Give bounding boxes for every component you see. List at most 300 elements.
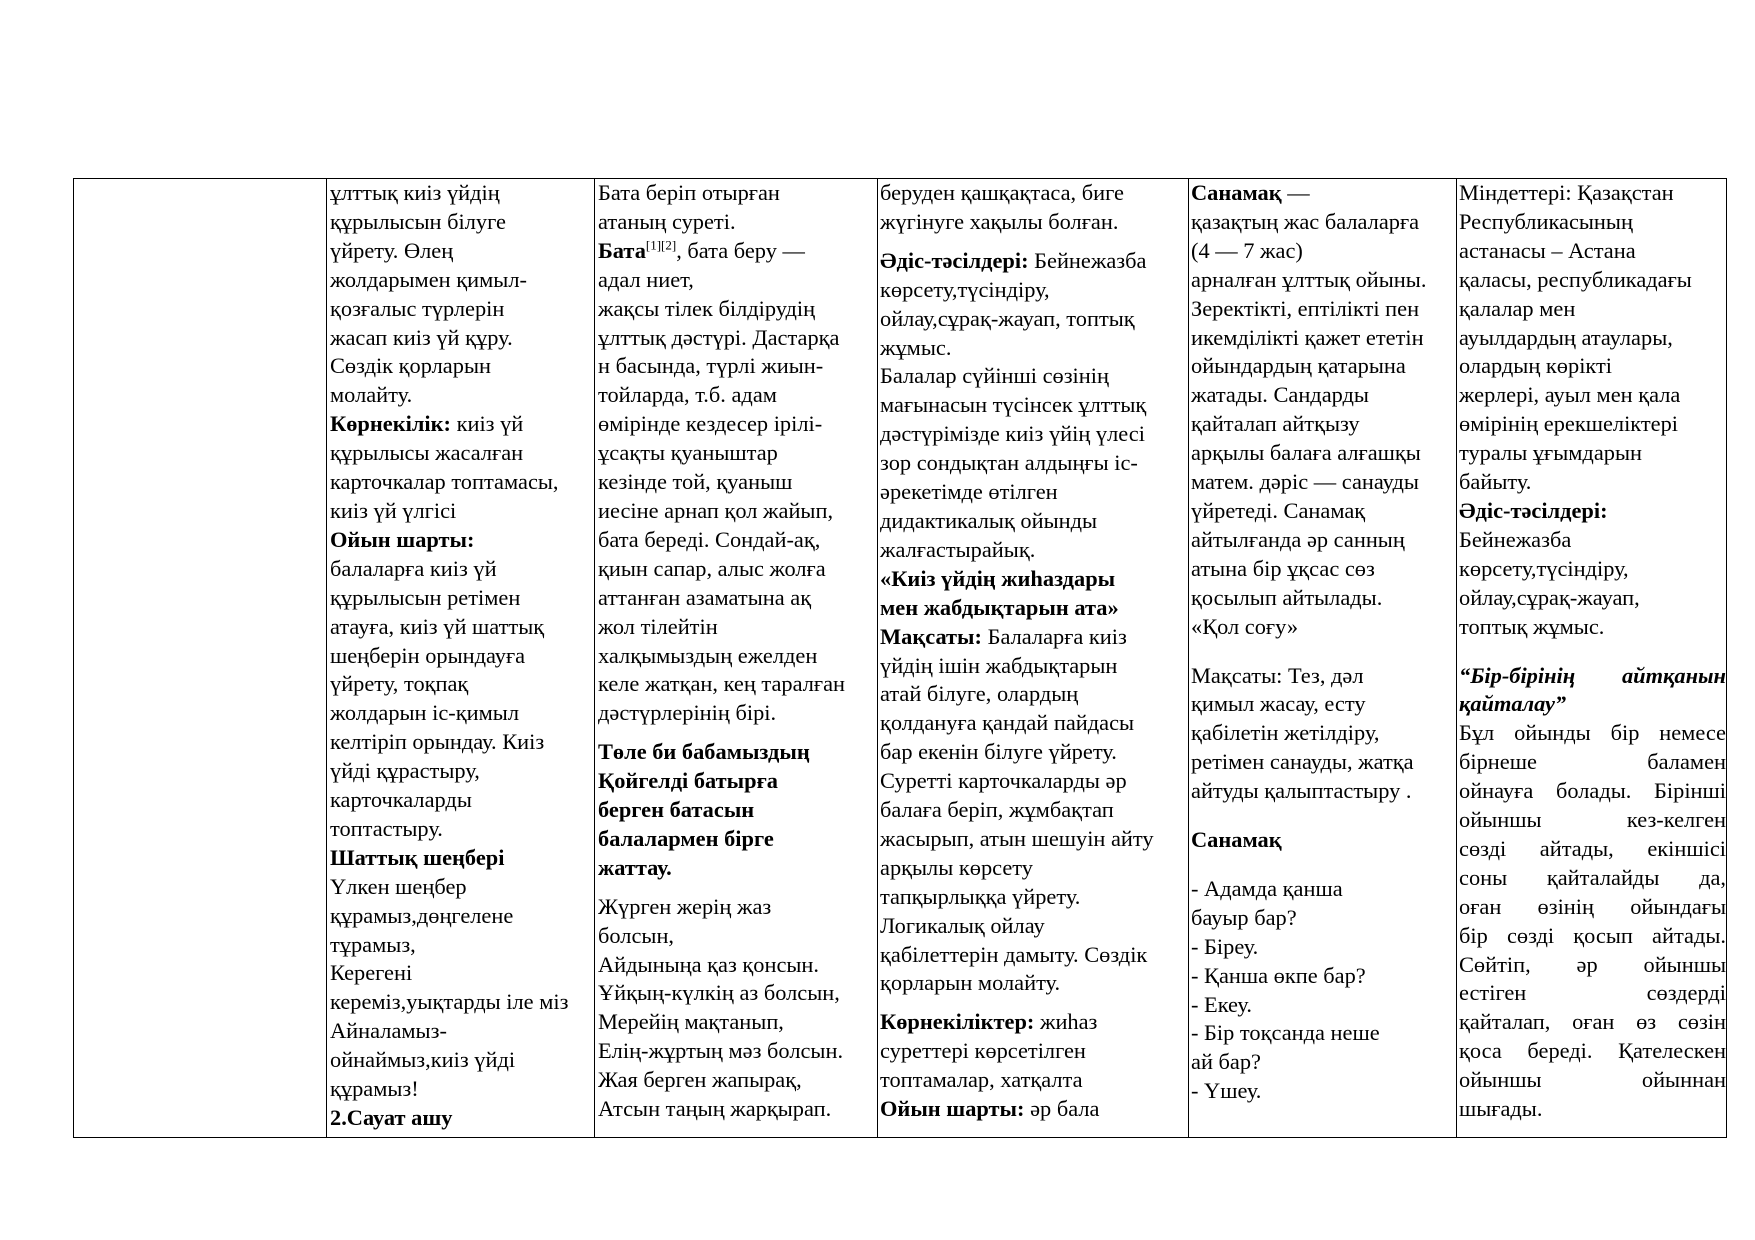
text-line [330, 931, 591, 960]
text-line [1459, 266, 1726, 295]
text-line [598, 1095, 874, 1124]
plain-text: Елің-жұртың мәз болсын. [598, 1038, 844, 1064]
plain-text: шеңберін орындауға [330, 642, 526, 668]
column-bata [594, 179, 877, 1137]
plain-text: , бата беру — [676, 237, 805, 263]
line-gap [598, 728, 874, 738]
text-line [598, 468, 874, 497]
text-line [598, 555, 874, 584]
plain-text: киіз үй үлгісі [330, 497, 457, 523]
text-line [330, 266, 591, 295]
text-line [330, 439, 591, 468]
text-line [880, 449, 1186, 478]
text-line [330, 410, 591, 439]
bold-text: жаттау. [598, 854, 672, 880]
line-gap [598, 883, 874, 893]
plain-text: ай бар? [1191, 1049, 1261, 1075]
plain-text: - Қанша өкпе бар? [1191, 962, 1366, 988]
plain-text: жұмыс. [880, 334, 952, 360]
plain-text: икемділікті қажет ететін [1191, 324, 1424, 350]
text-line [1459, 179, 1726, 208]
plain-text: ойлау,сұрақ-жауап, топтық [880, 305, 1135, 331]
plain-text: құрылысын білуге [330, 208, 506, 234]
plain-text: киіз үй [450, 411, 524, 437]
text-line [598, 584, 874, 613]
text-line [1191, 381, 1454, 410]
text-line [330, 468, 591, 497]
plain-text: - Біреу. [1191, 933, 1259, 959]
text-line [330, 988, 591, 1017]
plain-text: қолдануға қандай пайдасы [880, 710, 1135, 736]
text-line [598, 796, 874, 825]
bold-text: Әдіс-тәсілдері: [1459, 497, 1608, 523]
plain-text: иесіне арнап қол жайып, [598, 497, 834, 523]
plain-text: бар екенін білуге үйрету. [880, 739, 1117, 765]
text-line [330, 959, 591, 988]
text-line [330, 902, 591, 931]
bold-text: Қойгелді батырға [598, 768, 778, 794]
text-line [1191, 468, 1454, 497]
text-line [1191, 933, 1454, 962]
plain-text: Ұйқың-күлкің аз болсын, [598, 980, 840, 1006]
plain-text: ұлттық дәстүрі. Дастарқа [598, 324, 840, 350]
plain-text: құрылысы жасалған [330, 440, 524, 466]
plain-text: оған өзінің ойындағы [1459, 893, 1726, 919]
plain-text: жол тілейтін [598, 613, 718, 639]
text-line [598, 266, 874, 295]
plain-text: жолдарын іс-қимыл [330, 700, 519, 726]
bold-text: Шаттық шеңбері [330, 844, 505, 870]
plain-text: үйрету, тоқпақ [330, 671, 469, 697]
plain-text: жерлері, ауыл мен қала [1459, 382, 1681, 408]
plain-text: қозғалыс түрлерін [330, 295, 505, 321]
plain-text: өмірінің ерекшеліктері [1459, 411, 1679, 437]
bold-text: Көрнекілік: [330, 411, 451, 437]
plain-text: Бейнежазба [1459, 526, 1572, 552]
text-line [1191, 410, 1454, 439]
text-line [880, 565, 1186, 594]
plain-text: Логикалық ойлау [880, 912, 1045, 938]
text-line [1459, 719, 1726, 748]
line-gap [1191, 806, 1454, 826]
text-line [1191, 208, 1454, 237]
text-line [1459, 526, 1726, 555]
plain-text: қаласы, республикадағы [1459, 266, 1692, 292]
text-line [330, 815, 591, 844]
text-line [1191, 1019, 1454, 1048]
text-line [880, 536, 1186, 565]
bold-text: берген батасын [598, 797, 755, 823]
plain-text: — [1281, 180, 1310, 205]
text-line [330, 670, 591, 699]
plain-text: айтылғанда әр санның [1191, 526, 1405, 552]
plain-text: молайту. [330, 382, 413, 408]
line-gap [880, 237, 1186, 247]
plain-text: Мақсаты: Тез, дәл [1191, 662, 1364, 688]
text-line [1459, 979, 1726, 1008]
plain-text: тұрамыз, [330, 931, 416, 957]
plain-text: үйретеді. Санамақ [1191, 497, 1366, 523]
text-line [1191, 439, 1454, 468]
plain-text: халқымыздың ежелден [598, 642, 818, 668]
plain-text: Суретті карточкаларды әр [880, 768, 1127, 794]
text-line [330, 584, 591, 613]
text-line [598, 642, 874, 671]
text-line [1191, 962, 1454, 991]
text-line [330, 179, 591, 208]
plain-text: Балалар сүйінші сөзінің [880, 363, 1109, 389]
plain-text: соны қайталайды да, [1459, 864, 1726, 890]
text-line [880, 208, 1186, 237]
text-line [880, 652, 1186, 681]
text-line [1191, 295, 1454, 324]
plain-text: аттанған азаматына ақ [598, 584, 812, 610]
plain-text: бір сөзді қосып айтады. [1459, 922, 1726, 948]
text-line [1191, 826, 1454, 855]
plain-text: ауылдардың атаулары, [1459, 324, 1673, 350]
text-line [1459, 1066, 1726, 1095]
plain-text: ойлау,сұрақ-жауап, [1459, 584, 1640, 610]
plain-text: Зеректікті, ептілікті пен [1191, 295, 1420, 321]
column-adis-tasilderi [877, 179, 1188, 1137]
text-line [598, 854, 874, 883]
text-line [598, 295, 874, 324]
text-line [1459, 324, 1726, 353]
text-line [598, 526, 874, 555]
text-line [598, 670, 874, 699]
plain-text: бірнеше баламен [1459, 749, 1726, 775]
plain-text: өмірінде кездесер ірілі- [598, 411, 823, 437]
plain-text: зор сондықтан алдыңғы іс- [880, 450, 1138, 476]
plain-text: топтастыру. [330, 815, 443, 841]
plain-text: Бұл ойынды бір немесе [1459, 720, 1726, 746]
plain-text: туралы ұғымдарын [1459, 440, 1642, 466]
text-line [1191, 266, 1454, 295]
plain-text: - Адамда қанша [1191, 875, 1343, 901]
plain-text: - Екеу. [1191, 991, 1252, 1017]
bold-text: 2.Сауат ашу [330, 1105, 453, 1130]
plain-text: арқылы көрсету [880, 854, 1033, 880]
plain-text: Міндеттері: Қазақстан [1459, 180, 1674, 205]
plain-text: үйрету. Өлең [330, 237, 454, 263]
text-line [880, 1066, 1186, 1095]
plain-text: Балаларға киіз [982, 623, 1127, 649]
text-line [1459, 864, 1726, 893]
text-line [1459, 1095, 1726, 1124]
plain-text: атына бір ұқсас сөз [1191, 555, 1375, 581]
text-line [330, 381, 591, 410]
text-line [330, 555, 591, 584]
text-line [1459, 893, 1726, 922]
text-line [880, 1008, 1186, 1037]
plain-text: атаның суреті. [598, 208, 736, 234]
text-line [1191, 991, 1454, 1020]
plain-text: (4 — 7 жас) [1191, 237, 1303, 263]
plain-text: ойыншы ойыннан [1459, 1067, 1726, 1093]
text-line [1191, 179, 1454, 208]
plain-text: дидактикалық ойынды [880, 507, 1098, 533]
text-line [1459, 497, 1726, 526]
plain-text: көрсету,түсіндіру, [1459, 555, 1629, 581]
column-kiiz-ui [326, 179, 594, 1137]
text-line [1191, 237, 1454, 266]
plain-text: Жүрген жерің жаз [598, 893, 772, 919]
bold-text: Мақсаты: [880, 623, 982, 649]
plain-text: Бейнежазба [1028, 247, 1147, 273]
text-line [1459, 748, 1726, 777]
plain-text: - Үшеу. [1191, 1078, 1262, 1104]
plain-text: келе жатқан, кең таралған [598, 671, 846, 697]
bold-text: Бата [598, 237, 646, 263]
text-line [880, 854, 1186, 883]
text-line [598, 1066, 874, 1095]
text-line [598, 208, 874, 237]
bold-text: Төле би бабамыздың [598, 739, 810, 765]
text-line [598, 893, 874, 922]
text-line [1191, 777, 1454, 806]
text-line [880, 420, 1186, 449]
plain-text: айтуды қалыптастыру . [1191, 778, 1412, 804]
plain-text: атауға, киіз үй шаттық [330, 613, 545, 639]
plain-text: ұлттық киіз үйдің [330, 180, 500, 205]
plain-text: Жая берген жапырақ, [598, 1067, 802, 1093]
plain-text: матем. дәріс — санауды [1191, 469, 1419, 495]
line-gap [880, 998, 1186, 1008]
plain-text: әр бала [1024, 1096, 1100, 1122]
text-line [330, 1046, 591, 1075]
plain-text: қорларын молайту. [880, 970, 1061, 996]
text-line [330, 613, 591, 642]
plain-text: астанасы – Астана [1459, 237, 1636, 263]
text-line [1191, 748, 1454, 777]
text-line [598, 951, 874, 980]
text-line [1191, 1077, 1454, 1106]
text-line [880, 969, 1186, 998]
text-line [880, 738, 1186, 767]
text-line [330, 873, 591, 902]
plain-text: жақсы тілек білдірудің [598, 295, 816, 321]
plain-text: «Қол соғу» [1191, 613, 1299, 639]
plain-text: ойыншы кез-келген [1459, 807, 1726, 833]
text-line [598, 381, 874, 410]
plain-text: н басында, түрлі жиын- [598, 353, 824, 379]
text-line [1459, 662, 1726, 691]
plain-text: шығады. [1459, 1096, 1543, 1122]
text-line [880, 507, 1186, 536]
plain-text: құрамыз! [330, 1076, 419, 1102]
plain-text: олардың көрікті [1459, 353, 1613, 379]
text-line [1459, 295, 1726, 324]
lesson-plan-table [73, 178, 1727, 1138]
plain-text: құрылысын ретімен [330, 584, 521, 610]
text-line [880, 623, 1186, 652]
bold-text: Ойын шарты: [880, 1096, 1025, 1122]
bold-text: «Киіз үйдің жиһаздары [880, 565, 1116, 591]
text-line [598, 439, 874, 468]
text-line [598, 922, 874, 951]
plain-text: қабілеттерін дамыту. Сөздік [880, 941, 1148, 967]
text-line [1459, 468, 1726, 497]
text-line [598, 497, 874, 526]
text-line [598, 979, 874, 1008]
line-gap [1191, 855, 1454, 875]
plain-text: қиын сапар, алыс жолға [598, 555, 826, 581]
bold-text: Ойын шарты: [330, 526, 475, 552]
plain-text: Айдыныңа қаз қонсын. [598, 951, 820, 977]
text-line [880, 305, 1186, 334]
plain-text: - Бір тоқсанда неше [1191, 1020, 1380, 1046]
plain-text: келтіріп орындау. Киіз [330, 729, 545, 755]
plain-text: Сөздік қорларын [330, 353, 491, 379]
text-line [880, 247, 1186, 276]
text-line [598, 324, 874, 353]
text-line [1459, 352, 1726, 381]
text-line [880, 594, 1186, 623]
bold-text: Әдіс-тәсілдері: [880, 247, 1029, 273]
plain-text: Республикасының [1459, 208, 1633, 234]
text-line [1459, 237, 1726, 266]
text-line [1191, 497, 1454, 526]
plain-text: ойындардың қатарына [1191, 353, 1406, 379]
text-line [598, 410, 874, 439]
bold-italic-text: қайталау” [1459, 691, 1567, 717]
line-gap [1191, 642, 1454, 662]
plain-text: үйдің ішін жабдықтарын [880, 652, 1118, 678]
column-sanamaq [1188, 179, 1456, 1137]
text-line [330, 497, 591, 526]
text-line [330, 844, 591, 873]
plain-text: Мерейің мақтанып, [598, 1009, 784, 1035]
footnote-ref[interactable]: [1][2] [645, 237, 677, 253]
plain-text: жалғастырайық. [880, 536, 1036, 562]
text-line [880, 334, 1186, 363]
plain-text: кереміз,уықтарды іле міз [330, 989, 569, 1015]
text-line [880, 1037, 1186, 1066]
text-line [1459, 806, 1726, 835]
text-line [330, 1075, 591, 1104]
plain-text: бауыр бар? [1191, 904, 1297, 930]
plain-text: көрсету,түсіндіру, [880, 276, 1050, 302]
plain-text: жолдарымен қимыл- [330, 266, 527, 292]
text-line [1191, 690, 1454, 719]
plain-text: Атсын таңың жарқырап. [598, 1096, 832, 1122]
plain-text: қоса береді. Қателескен [1459, 1038, 1726, 1064]
text-line [330, 526, 591, 555]
text-line [598, 179, 874, 208]
plain-text: естіген сөздерді [1459, 980, 1726, 1006]
text-line [330, 352, 591, 381]
plain-text: топтық жұмыс. [1459, 613, 1605, 639]
text-line [880, 478, 1186, 507]
plain-text: жасырып, атын шешуін айту [880, 825, 1154, 851]
plain-text: әрекетімде өтілген [880, 479, 1058, 505]
text-line [1459, 381, 1726, 410]
plain-text: бата береді. Сондай-ақ, [598, 526, 821, 552]
plain-text: байыту. [1459, 469, 1532, 495]
plain-text: ойнауға болады. Бірінші [1459, 778, 1726, 804]
text-line [880, 709, 1186, 738]
plain-text: ұсақты қуаныштар [598, 440, 778, 466]
text-line [880, 912, 1186, 941]
plain-text: адал ниет, [598, 266, 694, 292]
text-line [1459, 410, 1726, 439]
plain-text: суреттері көрсетілген [880, 1038, 1086, 1064]
bold-text: Санамақ [1191, 180, 1282, 205]
text-line [1459, 613, 1726, 642]
text-line [880, 883, 1186, 912]
text-line [880, 362, 1186, 391]
plain-text: жиһаз [1034, 1009, 1098, 1035]
plain-text: Үлкен шеңбер [330, 873, 467, 899]
plain-text: жүгінуге хақылы болған. [880, 208, 1119, 234]
text-line [598, 352, 874, 381]
plain-text: Бата беріп отырған [598, 180, 780, 205]
text-line [330, 642, 591, 671]
text-line [1459, 922, 1726, 951]
text-line [1191, 352, 1454, 381]
plain-text: арқылы балаға алғашқы [1191, 440, 1421, 466]
text-line [1459, 439, 1726, 468]
text-line [598, 1037, 874, 1066]
plain-text: балаға беріп, жұмбақтап [880, 797, 1114, 823]
text-line [1459, 835, 1726, 864]
plain-text: топтамалар, хатқалта [880, 1067, 1083, 1093]
text-line [330, 1017, 591, 1046]
plain-text: болсын, [598, 922, 675, 948]
plain-text: ретімен санауды, жатқа [1191, 749, 1414, 775]
text-line [880, 941, 1186, 970]
plain-text: арналған ұлттық ойыны. [1191, 266, 1427, 292]
plain-text: атай білуге, олардың [880, 681, 1079, 707]
text-line [880, 680, 1186, 709]
plain-text: карточкаларды [330, 787, 472, 813]
plain-text: жатады. Сандарды [1191, 382, 1369, 408]
text-line [880, 796, 1186, 825]
plain-text: қайталап, оған өз сөзін [1459, 1009, 1726, 1035]
text-line [1459, 555, 1726, 584]
text-line [880, 767, 1186, 796]
text-line [598, 738, 874, 767]
plain-text: тапқырлыққа үйрету. [880, 883, 1081, 909]
plain-text: қалалар мен [1459, 295, 1576, 321]
plain-text: Айналамыз- [330, 1018, 447, 1044]
text-line [598, 613, 874, 642]
text-line [330, 786, 591, 815]
text-line [330, 237, 591, 266]
text-line [880, 179, 1186, 208]
text-line [330, 757, 591, 786]
plain-text: Керегені [330, 960, 413, 986]
text-line [1459, 208, 1726, 237]
text-line [330, 295, 591, 324]
line-gap [1459, 642, 1726, 662]
bold-text: Көрнекіліктер: [880, 1009, 1035, 1035]
text-line [1191, 526, 1454, 555]
text-line [598, 699, 874, 728]
text-line [880, 1095, 1186, 1124]
plain-text: үйді құрастыру, [330, 758, 480, 784]
text-line [1191, 719, 1454, 748]
text-line [598, 825, 874, 854]
text-line [330, 699, 591, 728]
plain-text: карточкалар топтамасы, [330, 469, 559, 495]
bold-text: Санамақ [1191, 827, 1282, 853]
plain-text: қабілетін жетілдіру, [1191, 720, 1380, 746]
bold-text: балалармен бірге [598, 825, 774, 851]
text-line [1191, 584, 1454, 613]
text-line [330, 728, 591, 757]
bold-italic-text: “Бір-бірінің айтқанын [1459, 662, 1726, 688]
